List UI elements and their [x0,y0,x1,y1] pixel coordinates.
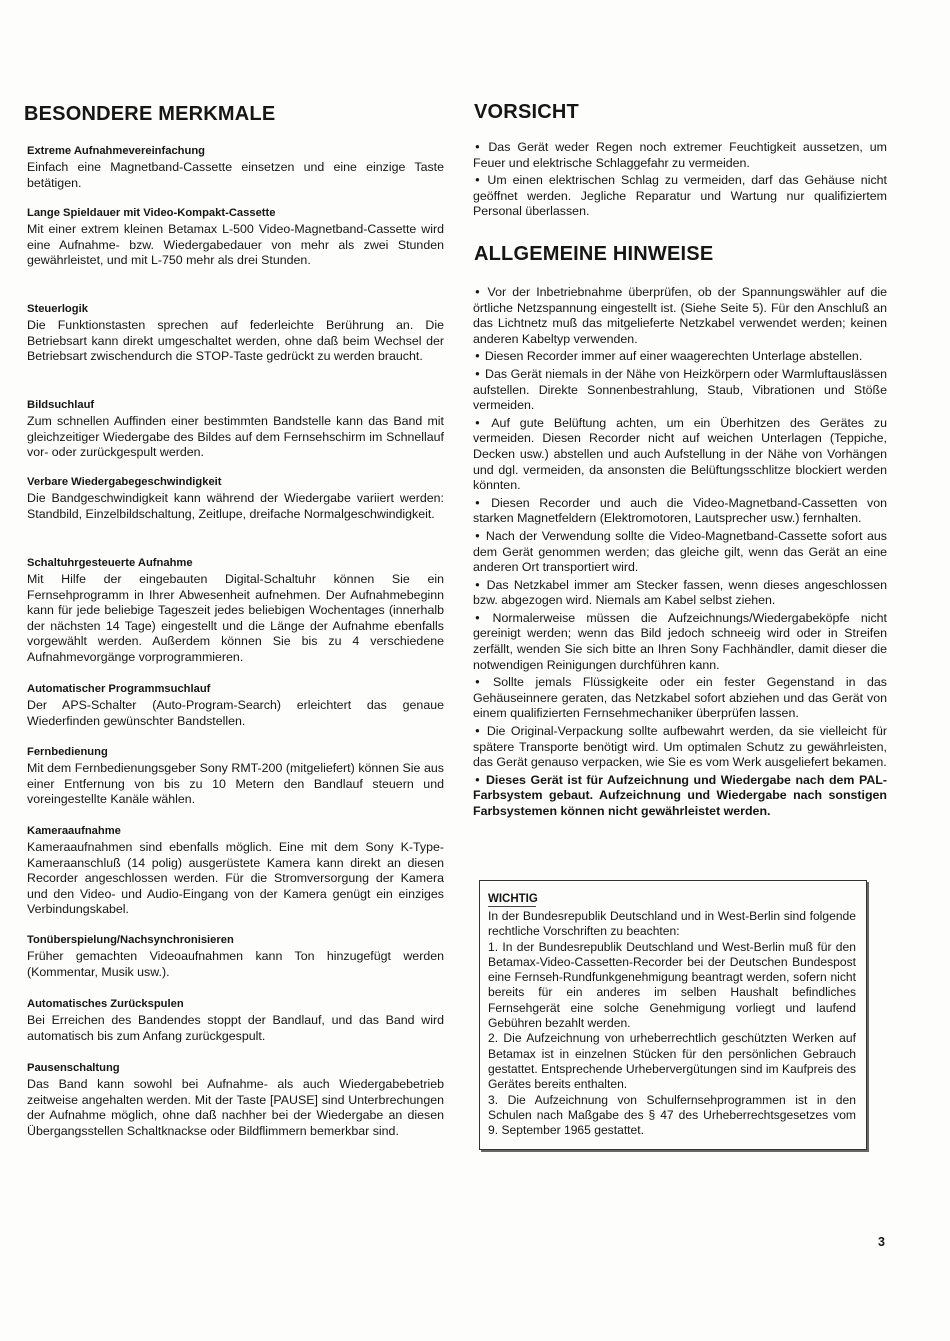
hinweise-title: ALLGEMEINE HINWEISE [474,243,714,265]
wichtig-title: WICHTIG [488,893,538,905]
feature-text: Mit dem Fernbedienungsgeber Sony RMT-200 (mitgeliefert) können Sie aus einer Entfernung von bis zu 10 Metern den Bandlauf steuern und voreingestellte Kanäle wählen. [27,761,444,807]
feature-text: Zum schnellen Auffinden einer bestimmten Bandstelle kann das Band mit gleichzeitiger Wiedergabe des Bildes auf dem Fernsehschirm im Schnellauf vor- oder zurückgespult werden. [27,414,444,460]
feature-heading: Bildsuchlauf [27,399,95,411]
feature-text: Das Band kann sowohl bei Aufnahme- als auch Wiedergabebetrieb zeitweise angehalten werden. Mit der Taste [PAUSE] sind Unterbrechungen der Aufnahme möglich, ohne daß nachher bei der Wiedergabe an diesen Übergangsstellen Schaltknackse oder Bildflimmern bemerkbar sind. [27,1077,444,1138]
list-item: ● Das Netzkabel immer am Stecker fassen, wenn dieses angeschlossen bzw. abgezogen wird. Niemals am Kabel selbst ziehen. [473,577,887,609]
hinweise-list [473,284,887,821]
feature-heading: Verbare Wiedergabegeschwindigkeit [27,476,222,488]
list-item: ● Das Gerät weder Regen noch extremer Feuchtigkeit aussetzen, um Feuer und elektrische Schlaggefahr zu vermeiden. [473,139,887,171]
feature-text: Kameraaufnahmen sind ebenfalls möglich. Eine mit dem Sony K-Type-Kameraanschluß (14 polig) ausgerüstete Kamera kann direkt an diesen Recorder angeschlossen werden. Für die Stromversorgung der Kamera und den Video- und Audio-Eingang von der Kamera genügt ein einziges Verbindungskabel. [27,840,444,917]
feature-block [24,745,444,808]
feature-heading: Pausenschaltung [27,1062,120,1074]
wichtig-box [479,880,867,1150]
wichtig-paragraph: 1. In der Bundesrepublik Deutschland und West-Berlin muß für den Betamax-Video-Cassetten-Recorder bei der Deutschen Bundespost eine Fernseh-Rundfunkgenehmigung beantragt werden, sofern nicht bereits für ein anderes im selben Haushalt befindliches Fernsehgerät eine solche Genehmigung vorliegt und laufend Gebühren bezahlt werden. [488,939,856,1031]
feature-text: Der APS-Schalter (Auto-Program-Search) erleichtert das genaue Wiederfinden gewünschter Bandstellen. [27,698,444,728]
list-item-pal-notice: ● Dieses Gerät ist für Aufzeichnung und Wiedergabe nach dem PAL-Farbsystem gebaut. Aufzeichnung und Wiedergabe nach sonstigen Farbsystemen können nicht gewährleistet werden. [473,772,887,820]
wichtig-paragraph: 3. Die Aufzeichnung von Schulfernsehprogrammen ist in den Schulen nach Maßgabe des § 47 des Urheberrechtsgesetzes vom 9. September 1965 gestattet. [488,1092,856,1138]
list-item: ● Auf gute Belüftung achten, um ein Überhitzen des Gerätes zu vermeiden. Diesen Recorder nicht auf weichen Unterlagen (Teppiche, Decken usw.) abstellen und auch Aufstellung in der Nähe von Vorhängen und dgl. vermeiden, da ansonsten die Belüftungsschlitze blockiert werden könnten. [473,415,887,494]
list-item: ● Vor der Inbetriebnahme überprüfen, ob der Spannungswähler auf die örtliche Netzspannung eingestellt ist. (Siehe Seite 5). Für den Anschluß an das Lichtnetz muß das mitgelieferte Netzkabel verwendet werden; keinen anderen Kabeltyp verwenden. [473,284,887,347]
vorsicht-list [473,139,887,221]
feature-heading: Tonüberspielung/Nachsynchronisieren [27,934,234,946]
feature-block [24,398,444,461]
list-item: ● Die Original-Verpackung sollte aufbewahrt werden, da sie vielleicht für spätere Transporte benötigt wird. Um optimalen Schutz zu gewährleisten, das Gerät genauso verpacken, wie Sie es vom Werk ausgeliefert bekamen. [473,723,887,771]
list-item: ● Um einen elektrischen Schlag zu vermeiden, darf das Gehäuse nicht geöffnet werden. Jegliche Reparatur und Wartung nur qualifiziertem Personal überlassen. [473,172,887,220]
feature-text: Einfach eine Magnetband-Cassette einsetzen und eine einzige Taste betätigen. [27,160,444,190]
feature-block [24,933,444,980]
feature-heading: Automatischer Programmsuchlauf [27,683,211,695]
feature-heading: Extreme Aufnahmevereinfachung [27,145,206,157]
list-item: ● Diesen Recorder immer auf einer waagerechten Unterlage abstellen. [473,348,887,365]
list-item: ● Normalerweise müssen die Aufzeichnungs/Wiedergabeköpfe nicht gereinigt werden; wenn das Bild jedoch schneeig wird oder in Streifen zerfällt, wenden Sie sich bitte an Ihren Sony Fachhändler, damit dieser die notwendigen Reinigungen durchführen kann. [473,610,887,673]
feature-heading: Kameraaufnahme [27,825,121,837]
feature-block [24,824,444,918]
page-number: 3 [878,1235,885,1249]
wichtig-paragraph: 2. Die Aufzeichnung von urheberrechtlich geschützten Werken auf Betamax ist in einzelnen Stücken für den persönlichen Gebrauch gestattet. Entsprechende Urhebervergütungen sind im Kaufpreis des Gerätes bereits enthalten. [488,1031,856,1092]
feature-block [24,144,444,191]
feature-text: Mit Hilfe der eingebauten Digital-Schaltuhr können Sie ein Fernsehprogramm in Ihrer Abwesenheit aufnehmen. Der Aufnahmebeginn kann für jede beliebige Tageszeit jedes beliebigen Wochentages (innerhalb der nächsten 14 Tage) eingestellt und die Länge der Aufnahme ebenfalls vorgewählt werden. Außerdem können Sie bis zu 4 verschiedene Aufnahmevorgänge vorprogrammieren. [27,572,444,664]
list-item: ● Diesen Recorder und auch die Video-Magnetband-Cassetten von starken Magnetfeldern (Elektromotoren, Lautsprecher usw.) fernhalten. [473,495,887,527]
list-item: ● Das Gerät niemals in der Nähe von Heizkörpern oder Warmluftauslässen aufstellen. Direkte Sonnenbestrahlung, Staub, Vibrationen und Stöße vermeiden. [473,366,887,414]
feature-block [24,997,444,1044]
features-title: BESONDERE MERKMALE [24,103,276,125]
feature-heading: Schaltuhrgesteuerte Aufnahme [27,557,193,569]
feature-text: Mit einer extrem kleinen Betamax L-500 Video-Magnetband-Cassette wird eine Aufnahme- bzw. Wiedergabedauer von mehr als zwei Stunden gewährleistet, und mit L-750 mehr als drei Stunden. [27,222,444,268]
feature-text: Die Funktionstasten sprechen auf federleichte Berührung an. Die Betriebsart kann direkt umgeschaltet werden, ohne daß beim Wechsel der Betriebsart zwischendurch die STOP-Taste gedrückt zu werden braucht. [27,318,444,364]
feature-heading: Lange Spieldauer mit Video-Kompakt-Cassette [27,207,276,219]
feature-block [24,682,444,729]
feature-heading: Steuerlogik [27,303,88,315]
feature-text: Die Bandgeschwindigkeit kann während der Wiedergabe variiert werden: Standbild, Einzelbildschaltung, Zeitlupe, dreifache Normalgeschwindigkeit. [27,491,444,521]
feature-block [24,302,444,365]
feature-text: Bei Erreichen des Bandendes stoppt der Bandlauf, und das Band wird automatisch bis zum Anfang zurückgespult. [27,1013,444,1043]
feature-heading: Automatisches Zurückspulen [27,998,184,1010]
list-item: ● Sollte jemals Flüssigkeite oder ein fester Gegenstand in das Gehäuseinnere geraten, das Netzkabel sofort abziehen und das Gerät von einem qualifizierten Fernsehmechaniker überprüfen lassen. [473,674,887,722]
feature-block [24,1061,444,1139]
vorsicht-title: VORSICHT [474,101,579,123]
list-item: ● Nach der Verwendung sollte die Video-Magnetband-Cassette sofort aus dem Gerät genommen werden; das gleiche gilt, wenn das Gerät an eine anderen Ort transportiert wird. [473,528,887,576]
feature-block [24,556,444,666]
feature-block [24,206,444,269]
feature-text: Früher gemachten Videoaufnahmen kann Ton hinzugefügt werden (Kommentar, Musik usw.). [27,949,444,979]
wichtig-intro: In der Bundesrepublik Deutschland und in West-Berlin sind folgende rechtliche Vorschriften zu beachten: [488,909,856,939]
feature-heading: Fernbedienung [27,746,108,758]
feature-block [24,475,444,522]
